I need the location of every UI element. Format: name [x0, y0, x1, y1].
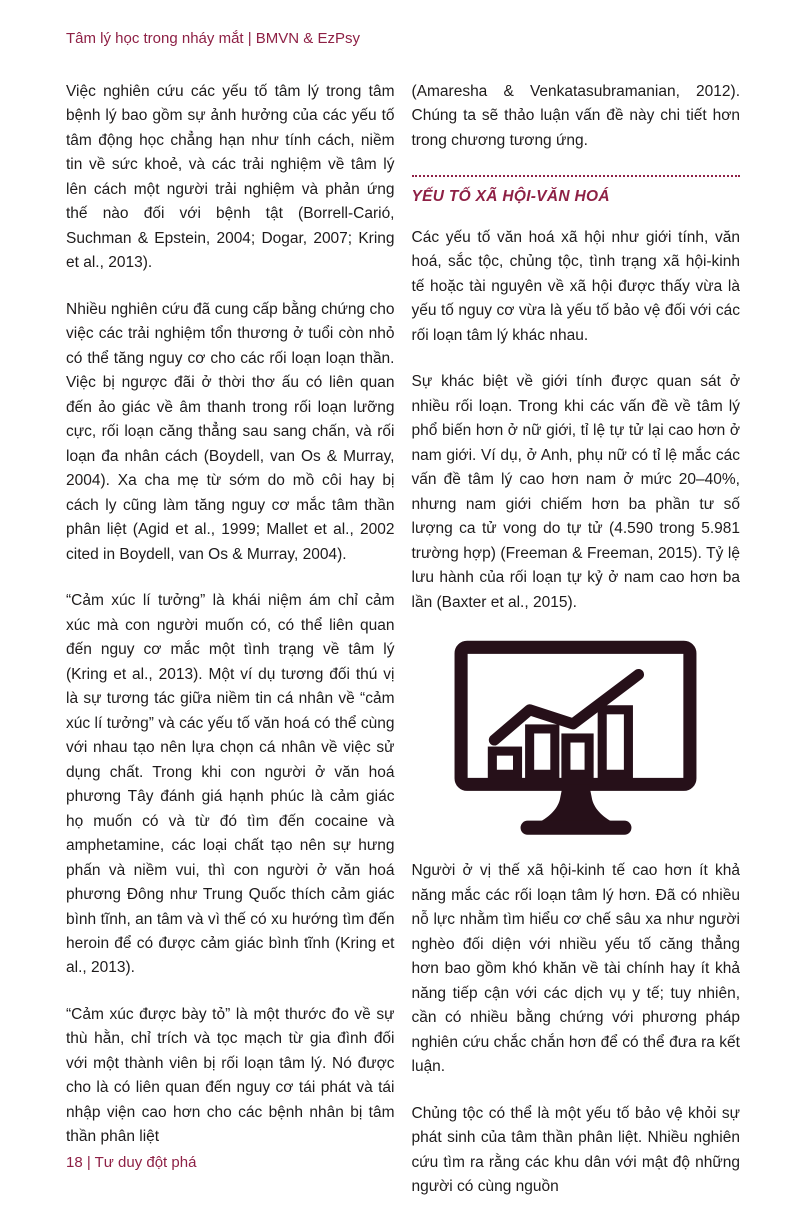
body-paragraph: Sự khác biệt về giới tính được quan sát ở nhiều rối loạn. Trong khi các vấn đề về tâm lý phổ biến hơn ở nữ giới, tỉ lệ tự tử lại cao hơn ở nam giới. Ví dụ, ở Anh, phụ nữ có tỉ lệ mắc các vấn đề tâm lý cao hơn nam ở mức 20–40%, nhưng nam giới chiếm hơn ba phần tư số lượng ca tử vong do tự tử (4.590 trong 5.981 trường hợp) (Freeman & Freeman, 2015). Tỷ lệ lưu hành của rối loạn tự kỷ ở nam cao hơn ba lần (Baxter et al., 2015). — [411, 373, 740, 611]
section-divider — [412, 175, 741, 177]
right-column — [412, 80, 741, 1200]
section-heading: YẾU TỐ XÃ HỘI-VĂN HOÁ — [411, 188, 610, 206]
body-paragraph: (Amaresha & Venkatasubramanian, 2012). Chúng ta sẽ thảo luận vấn đề này chi tiết hơn trong chương tương ứng. — [411, 83, 740, 149]
page-number-footer: 18 | Tư duy đột phá — [66, 1154, 197, 1171]
body-paragraph: Người ở vị thế xã hội-kinh tế cao hơn ít khả năng mắc các rối loạn tâm lý hơn. Đã có nhiều nỗ lực nhằm tìm hiểu cơ chế sâu xa như người nghèo đối diện với nhiều yếu tố căng thẳng hơn bao gồm khó khăn về tài chính hay ít khả năng tiếp cận với các dịch vụ y tế; tuy nhiên, cần có nhiều bằng chứng với phương pháp nghiên cứu chắc chắn hơn để có thể đưa ra kết luận. — [411, 862, 740, 1076]
figure — [412, 637, 741, 839]
left-column — [66, 80, 395, 1200]
body-paragraph: “Cảm xúc lí tưởng” là khái niệm ám chỉ cảm xúc mà con người muốn có, có thể liên quan đến nguy cơ mắc một tình trạng về tâm lý (Kring et al., 2013). Một ví dụ tương đối thú vị là sự tương tác giữa niềm tin cá nhân về “cảm xúc lí tưởng” và các yếu tố văn hoá có thể cùng với nhau tạo nên lựa chọn cá nhân về việc sử dụng chất. Trong khi con người ở văn hoá phương Tây đánh giá hạnh phúc là cảm giác họ muốn có và từ đó tìm đến cocaine và amphetamine, các loại chất tạo nên sự hưng phấn và niềm vui, thì con người ở văn hoá phương Đông như Trung Quốc thích cảm giác bình tĩnh, an tâm và vì thế có xu hướng tìm đến heroin để có được cảm giác bình tĩnh (Kring et al., 2013). — [66, 592, 395, 977]
monitor-bar-chart-icon — [450, 637, 702, 839]
body-paragraph: Nhiều nghiên cứu đã cung cấp bằng chứng cho việc các trải nghiệm tổn thương ở tuổi còn nhỏ có thể tăng nguy cơ cho các rối loạn loạn thần. Việc bị ngược đãi ở thời thơ ấu có liên quan đến ảo giác về âm thanh trong rối loạn lưỡng cực, rối loạn căng thẳng sau sang chấn, và rối loạn đa nhân cách (Boydell, van Os & Murray, 2004). Xa cha mẹ từ sớm do mồ côi hay bị cách ly cũng làm tăng nguy cơ mắc tâm thần phân liệt (Agid et al., 1999; Mallet et al., 2002 cited in Boydell, van Os & Murray, 2004). — [66, 300, 395, 563]
body-paragraph: Chủng tộc có thể là một yếu tố bảo vệ khỏi sự phát sinh của tâm thần phân liệt. Nhiều nghiên cứu tìm ra rằng các khu dân với mật độ những người có cùng nguồn — [411, 1104, 740, 1196]
body-paragraph: Các yếu tố văn hoá xã hội như giới tính, văn hoá, sắc tộc, chủng tộc, tình trạng xã hội-kinh tế hoặc tài nguyên về xã hội được thấy vừa là yếu tố nguy cơ vừa là yếu tố bảo vệ đối với các rối loạn tâm lý khác nhau. — [411, 228, 740, 344]
body-paragraph: Việc nghiên cứu các yếu tố tâm lý trong tâm bệnh lý bao gồm sự ảnh hưởng của các yếu tố tâm động học chẳng hạn như tính cách, niềm tin về sức khoẻ, và các trải nghiệm về tâm lý lên cách một người trải nghiệm và phản ứng thế nào đối với bệnh tật (Borrell-Carió, Suchman & Epstein, 2004; Dogar, 2007; Kring et al., 2013). — [66, 83, 395, 272]
body-paragraph: “Cảm xúc được bày tỏ” là một thước đo về sự thù hằn, chỉ trích và tọc mạch từ gia đình đối với một thành viên bị rối loạn tâm lý. Nó được cho là có liên quan đến nguy cơ tái phát và tái nhập viện cao hơn cho các bệnh nhân bị tâm thần phân liệt — [66, 1005, 395, 1146]
two-column-body — [66, 80, 740, 1200]
running-header: Tâm lý học trong nháy mắt | BMVN & EzPsy — [66, 30, 360, 47]
